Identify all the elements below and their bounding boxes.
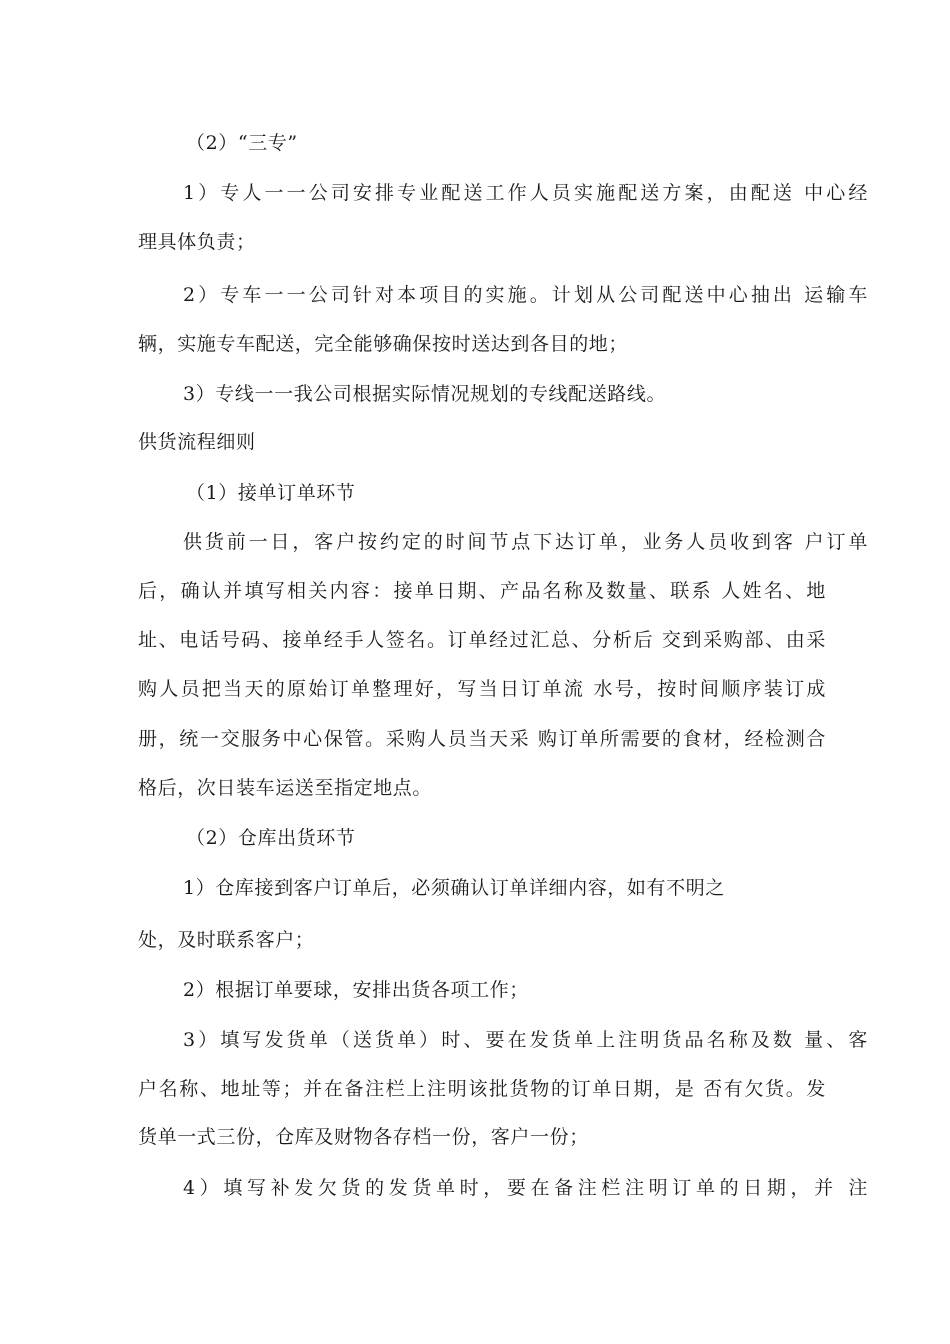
paragraph-line: 处，及时联系客户； xyxy=(138,929,315,951)
subsection-heading: （2）仓库出货环节 xyxy=(186,827,356,849)
paragraph-line: 册，统一交服务中心保管。采购人员当天采 购订单所需要的食材，经检测合 xyxy=(138,728,826,750)
paragraph-line: 3）填写发货单（送货单）时、要在发货单上注明货品名称及数 量、客 xyxy=(183,1029,868,1051)
paragraph-line: 理具体负责； xyxy=(138,231,256,253)
heading-three-special: （2）“三专” xyxy=(186,132,298,154)
paragraph-line: 2）根据订单要球，安排出货各项工作； xyxy=(183,979,529,1001)
paragraph-line: 1）专人一一公司安排专业配送工作人员实施配送方案，由配送 中心经 xyxy=(183,182,868,204)
paragraph-line: 户名称、地址等；并在备注栏上注明该批货物的订单日期，是 否有欠货。发 xyxy=(138,1078,826,1100)
paragraph-line: 辆，实施专车配送，完全能够确保按时送达到各目的地； xyxy=(138,333,629,355)
paragraph-line: 购人员把当天的原始订单整理好，写当日订单流 水号，按时间顺序装订成 xyxy=(138,678,826,700)
paragraph-line: 4）填写补发欠货的发货单时，要在备注栏注明订单的日期，并 注 xyxy=(183,1177,868,1199)
paragraph-line: 址、电话号码、接单经手人签名。订单经过汇总、分析后 交到采购部、由采 xyxy=(138,629,826,651)
paragraph-line: 3）专线一一我公司根据实际情况规划的专线配送路线。 xyxy=(183,383,667,405)
paragraph-line: 后，确认并填写相关内容：接单日期、产品名称及数量、联系 人姓名、地 xyxy=(138,580,826,602)
paragraph-line: 货单一式三份，仓库及财物各存档一份，客户一份； xyxy=(138,1126,589,1148)
paragraph-line: 供货前一日，客户按约定的时间节点下达订单，业务人员收到客 户订单 xyxy=(183,531,868,553)
subsection-heading: （1）接单订单环节 xyxy=(186,482,356,504)
section-heading: 供货流程细则 xyxy=(138,431,256,453)
paragraph-line: 1）仓库接到客户订单后，必须确认订单详细内容，如有不明之 xyxy=(183,877,725,899)
paragraph-line: 2）专车一一公司针对本项目的实施。计划从公司配送中心抽出 运输车 xyxy=(183,284,868,306)
paragraph-line: 格后，次日装车运送至指定地点。 xyxy=(138,777,433,799)
